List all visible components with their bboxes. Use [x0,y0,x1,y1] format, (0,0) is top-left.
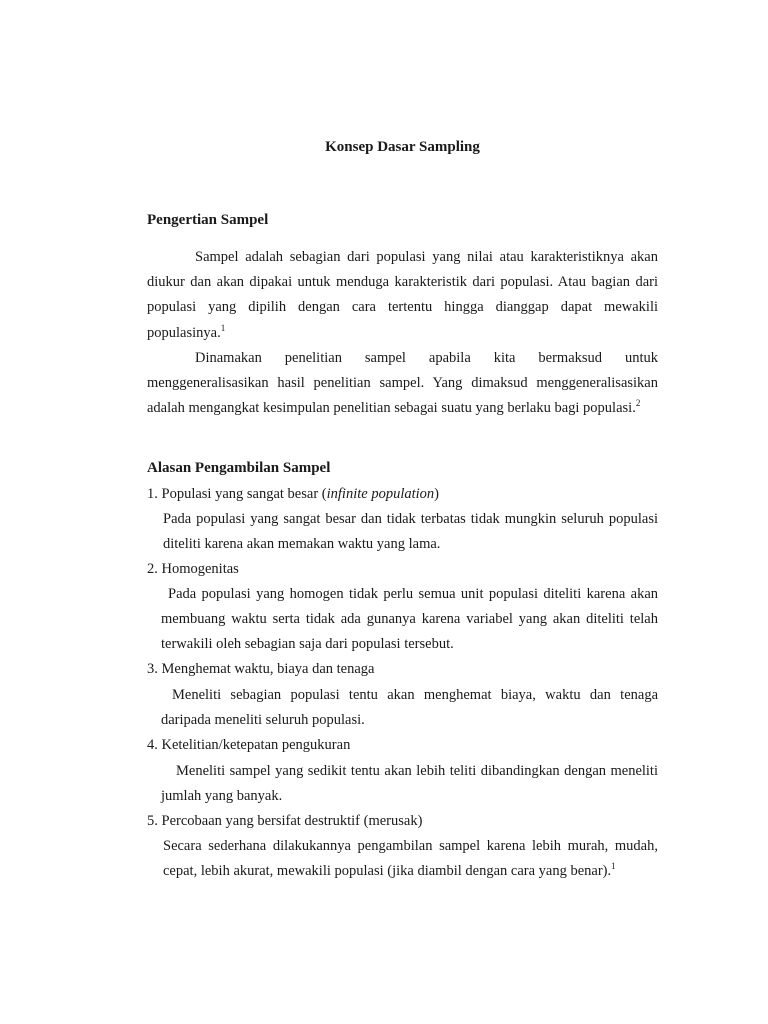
paragraph-sampel-definition [147,245,658,346]
list-item-title-text: 1. Populasi yang sangat besar ( [147,486,327,502]
list-item-title-italic: infinite population [326,486,435,502]
list-item-body-3: Meneliti sebagian populasi tentu akan menghemat biaya, waktu dan tenaga daripada meneliti seluruh populasi. [161,687,658,729]
footnote-reference: 1 [611,861,616,872]
paragraph-penelitian-sampel [147,346,658,422]
list-item-body-1: Pada populasi yang sangat besar dan tidak terbatas tidak mungkin seluruh populasi diteliti karena akan memakan waktu yang lama. [163,511,658,553]
list-item-title-4: 4. Ketelitian/ketepatan pengukuran [147,737,351,753]
list-item-title-5: 5. Percobaan yang bersifat destruktif (merusak) [147,813,423,829]
list-item-title-3: 3. Menghemat waktu, biaya dan tenaga [147,661,375,677]
list-item-body-text: Secara sederhana dilakukannya pengambilan sampel karena lebih murah, mudah, cepat, lebih akurat, mewakili populasi (jika diambil dengan cara yang benar). [163,838,658,880]
paragraph-text: Dinamakan penelitian sampel apabila kita bermaksud untuk menggeneralisasikan hasil penelitian sampel. Yang dimaksud menggeneralisasikan adalah mengangkat kesimpulan penelitian sebagai suatu yang berlaku bagi populasi. [147,350,658,417]
section-heading-pengertian-sampel: Pengertian Sampel [147,212,269,228]
section-heading-alasan-pengambilan-sampel: Alasan Pengambilan Sampel [147,460,331,476]
paragraph-text: Sampel adalah sebagian dari populasi yang nilai atau karakteristiknya akan diukur dan akan dipakai untuk menduga karakteristik dari populasi. Atau bagian dari populasi yang dipilih dengan cara tertentu hingga dianggap dapat mewakili populasinya. [147,249,658,341]
list-item-title-text: ) [434,486,439,502]
document-title: Konsep Dasar Sampling [325,139,480,155]
list-item-body-4: Meneliti sampel yang sedikit tentu akan lebih teliti dibandingkan dengan meneliti jumlah yang banyak. [161,763,658,805]
list-item-title-2: 2. Homogenitas [147,561,239,577]
list-item-body-2: Pada populasi yang homogen tidak perlu semua unit populasi diteliti karena akan membuang waktu serta tidak ada gunanya karena variabel yang akan diteliti telah terwakili oleh sebagian saja dari populasi tersebut. [161,586,658,653]
footnote-reference: 1 [220,322,226,333]
footnote-reference: 2 [635,398,641,409]
list-item-title-1 [147,482,439,506]
list-item-body-5 [163,834,658,884]
